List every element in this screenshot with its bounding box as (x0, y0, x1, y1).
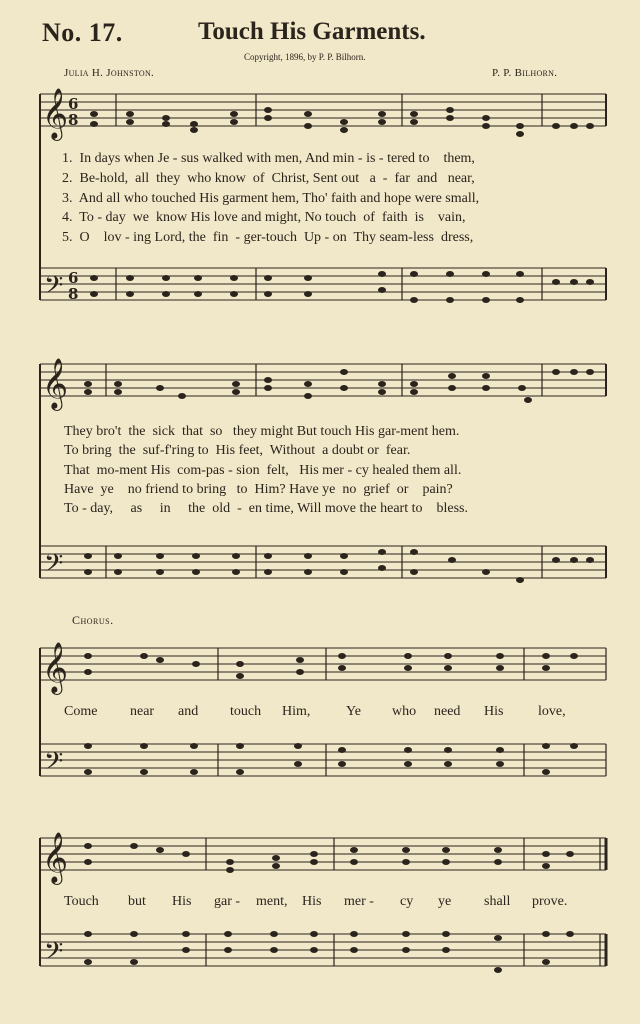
chorus-word: gar - (214, 894, 241, 909)
lyricist-credit: Julia H. Johnston. (64, 67, 155, 79)
chorus-word: prove. (532, 894, 568, 909)
svg-text:6: 6 (68, 95, 79, 113)
hymn-title: Touch His Garments. (198, 18, 426, 45)
svg-text:𝄞: 𝄞 (42, 358, 69, 409)
chorus-word: who (392, 704, 417, 719)
chorus-word: cy (400, 894, 414, 909)
svg-text:𝄞: 𝄞 (42, 832, 69, 883)
stanza-2-line-1: 2. Be-hold, all they who know of Christ, Sent out a - far and near, (62, 171, 475, 186)
chorus-word: ye (438, 894, 452, 909)
chorus-word: touch (230, 704, 262, 719)
stanza-4-line-2: Have ye no friend to bring to Him? Have ye no grief or pain? (64, 482, 453, 497)
stanza-5-line-2: To - day, as in the old - en time, Will move the heart to bless. (64, 501, 468, 516)
chorus-word: Touch (64, 894, 99, 909)
svg-text:𝄞: 𝄞 (42, 88, 69, 139)
chorus-word: but (128, 894, 146, 909)
svg-text:8: 8 (68, 285, 79, 303)
svg-text:6: 6 (68, 269, 79, 287)
stanza-2-line-2: To bring the suf-f'ring to His feet, Without a doubt or fear. (64, 443, 411, 458)
chorus-word: Him, (282, 704, 311, 719)
composer-credit: P. P. Bilhorn. (492, 67, 558, 79)
chorus-word: near (130, 704, 155, 719)
chorus-word: His (484, 704, 504, 719)
chorus-word: Ye (346, 704, 361, 719)
chorus-word: Come (64, 704, 98, 719)
svg-text:𝄢: 𝄢 (44, 747, 64, 782)
hymn-number: No. 17. (42, 18, 123, 47)
chorus-word: ment, (256, 894, 288, 909)
svg-text:𝄢: 𝄢 (44, 549, 64, 584)
chorus-word: His (172, 894, 192, 909)
stanza-5-line-1: 5. O lov - ing Lord, the fin - ger-touch Up - on Thy seam-less dress, (62, 230, 474, 245)
chorus-word: mer - (344, 894, 374, 909)
stanza-3-line-1: 3. And all who touched His garment hem, Tho' faith and hope were small, (62, 191, 480, 206)
stanza-1-line-1: 1. In days when Je - sus walked with men, And min - is - tered to them, (62, 151, 475, 166)
svg-text:𝄞: 𝄞 (42, 642, 69, 693)
chorus-word: and (178, 704, 199, 719)
svg-text:𝄢: 𝄢 (44, 271, 64, 306)
copyright-notice: Copyright, 1896, by P. P. Bilhorn. (244, 52, 366, 62)
stanza-3-line-2: That mo-ment His com-pas - sion felt, His mer - cy healed them all. (64, 463, 462, 478)
stanza-4-line-1: 4. To - day we know His love and might, No touch of faith is vain, (62, 210, 466, 225)
chorus-word: shall (484, 894, 511, 909)
svg-text:8: 8 (68, 111, 79, 129)
chorus-word: His (302, 894, 322, 909)
chorus-label: Chorus. (72, 613, 114, 627)
stanza-1-line-2: They bro't the sick that so they might But touch His gar-ment hem. (64, 424, 460, 439)
chorus-word: love, (538, 704, 566, 719)
svg-text:𝄢: 𝄢 (44, 937, 64, 972)
chorus-word: need (434, 704, 461, 719)
